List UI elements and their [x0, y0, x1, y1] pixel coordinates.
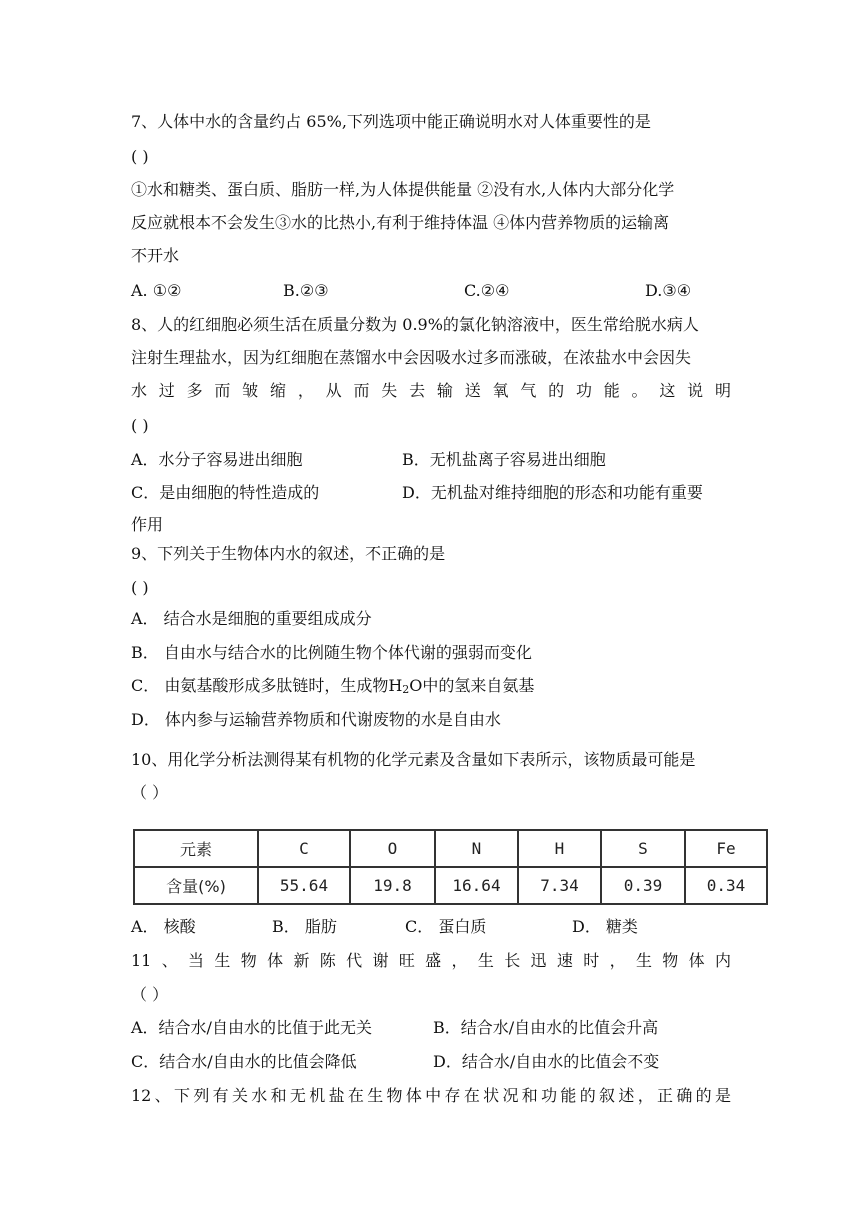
q9-option-c-text: C． 由氨基酸形成多肽链时，生成物H — [131, 676, 403, 695]
q11-stem: 11、当生物体新陈代谢旺盛，生长迅速时，生物体内 — [131, 951, 731, 970]
table-cell: O — [350, 830, 435, 867]
q11-option-a: A．结合水/自由水的比值于此无关 — [131, 1018, 372, 1037]
table-header-row — [134, 830, 767, 867]
q8-option-a: A．水分子容易进出细胞 — [131, 450, 303, 469]
q11-option-d: D．结合水/自由水的比值会不变 — [433, 1052, 660, 1071]
q9-option-d: D． 体内参与运输营养物质和代谢废物的水是自由水 — [131, 710, 501, 729]
q9-answer-blank: ( ) — [131, 578, 149, 597]
q7-line-3: 不开水 — [131, 246, 180, 265]
q10-option-a: A． 核酸 — [131, 917, 196, 936]
table-row — [134, 867, 767, 904]
q9-option-c-subscript: 2 — [402, 683, 410, 696]
q7-option-b: B.②③ — [283, 281, 329, 300]
q9-option-c — [131, 675, 534, 697]
q11-option-b: B．结合水/自由水的比值会升高 — [433, 1018, 659, 1037]
q10-stem: 10、用化学分析法测得某有机物的化学元素及含量如下表所示，该物质最可能是 — [131, 750, 696, 769]
table-cell: 含量(%) — [134, 867, 258, 904]
q7-option-c: C.②④ — [464, 281, 510, 300]
table-cell: H — [518, 830, 601, 867]
q8-line-3: 水过多而皱缩，从而失去输送氧气的功能。这说明 — [131, 381, 731, 400]
q8-option-d: D．无机盐对维持细胞的形态和功能有重要 — [402, 483, 703, 502]
q10-option-b: B． 脂肪 — [272, 917, 337, 936]
table-cell: 0.34 — [685, 867, 767, 904]
table-cell: N — [435, 830, 518, 867]
q8-option-b: B．无机盐离子容易进出细胞 — [402, 450, 606, 469]
q7-option-a: A. ①② — [131, 281, 182, 300]
q7-answer-blank: ( ) — [131, 147, 149, 166]
table-cell: Fe — [685, 830, 767, 867]
q10-answer-blank: （ ） — [131, 783, 169, 802]
q9-option-a: A． 结合水是细胞的重要组成成分 — [131, 609, 372, 628]
q7-line-2: 反应就根本不会发生③水的比热小,有利于维持体温 ④体内营养物质的运输离 — [131, 213, 670, 232]
element-content-table — [133, 829, 768, 905]
table-cell: 0.39 — [601, 867, 685, 904]
q11-answer-blank: （ ） — [131, 985, 169, 1004]
table-cell: 7.34 — [518, 867, 601, 904]
table-cell: S — [601, 830, 685, 867]
q10-option-c: C． 蛋白质 — [405, 917, 487, 936]
table-cell: 元素 — [134, 830, 258, 867]
table-cell: 16.64 — [435, 867, 518, 904]
q11-option-c: C．结合水/自由水的比值会降低 — [131, 1052, 357, 1071]
q8-option-d-continued: 作用 — [131, 515, 164, 534]
q7-stem: 7、人体中水的含量约占 65%,下列选项中能正确说明水对人体重要性的是 — [131, 112, 651, 131]
q7-line-1: ①水和糖类、蛋白质、脂肪一样,为人体提供能量 ②没有水,人体内大部分化学 — [131, 180, 675, 199]
q8-line-2: 注射生理盐水，因为红细胞在蒸馏水中会因吸水过多而涨破，在浓盐水中会因失 — [131, 348, 692, 367]
table-cell: 55.64 — [258, 867, 350, 904]
q12-stem: 12、下列有关水和无机盐在生物体中存在状况和功能的叙述，正确的是 — [131, 1086, 731, 1105]
q10-option-d: D． 糖类 — [572, 917, 638, 936]
q7-option-d: D.③④ — [645, 281, 692, 300]
q9-option-b: B． 自由水与结合水的比例随生物个体代谢的强弱而变化 — [131, 643, 532, 662]
q8-answer-blank: ( ) — [131, 416, 149, 435]
q8-line-1: 8、人的红细胞必须生活在质量分数为 0.9%的氯化钠溶液中，医生常给脱水病人 — [131, 315, 699, 334]
q9-stem: 9、下列关于生物体内水的叙述，不正确的是 — [131, 544, 446, 563]
q9-option-c-text-end: O中的氢来自氨基 — [409, 676, 535, 695]
table-cell: C — [258, 830, 350, 867]
table-cell: 19.8 — [350, 867, 435, 904]
q8-option-c: C．是由细胞的特性造成的 — [131, 483, 320, 502]
